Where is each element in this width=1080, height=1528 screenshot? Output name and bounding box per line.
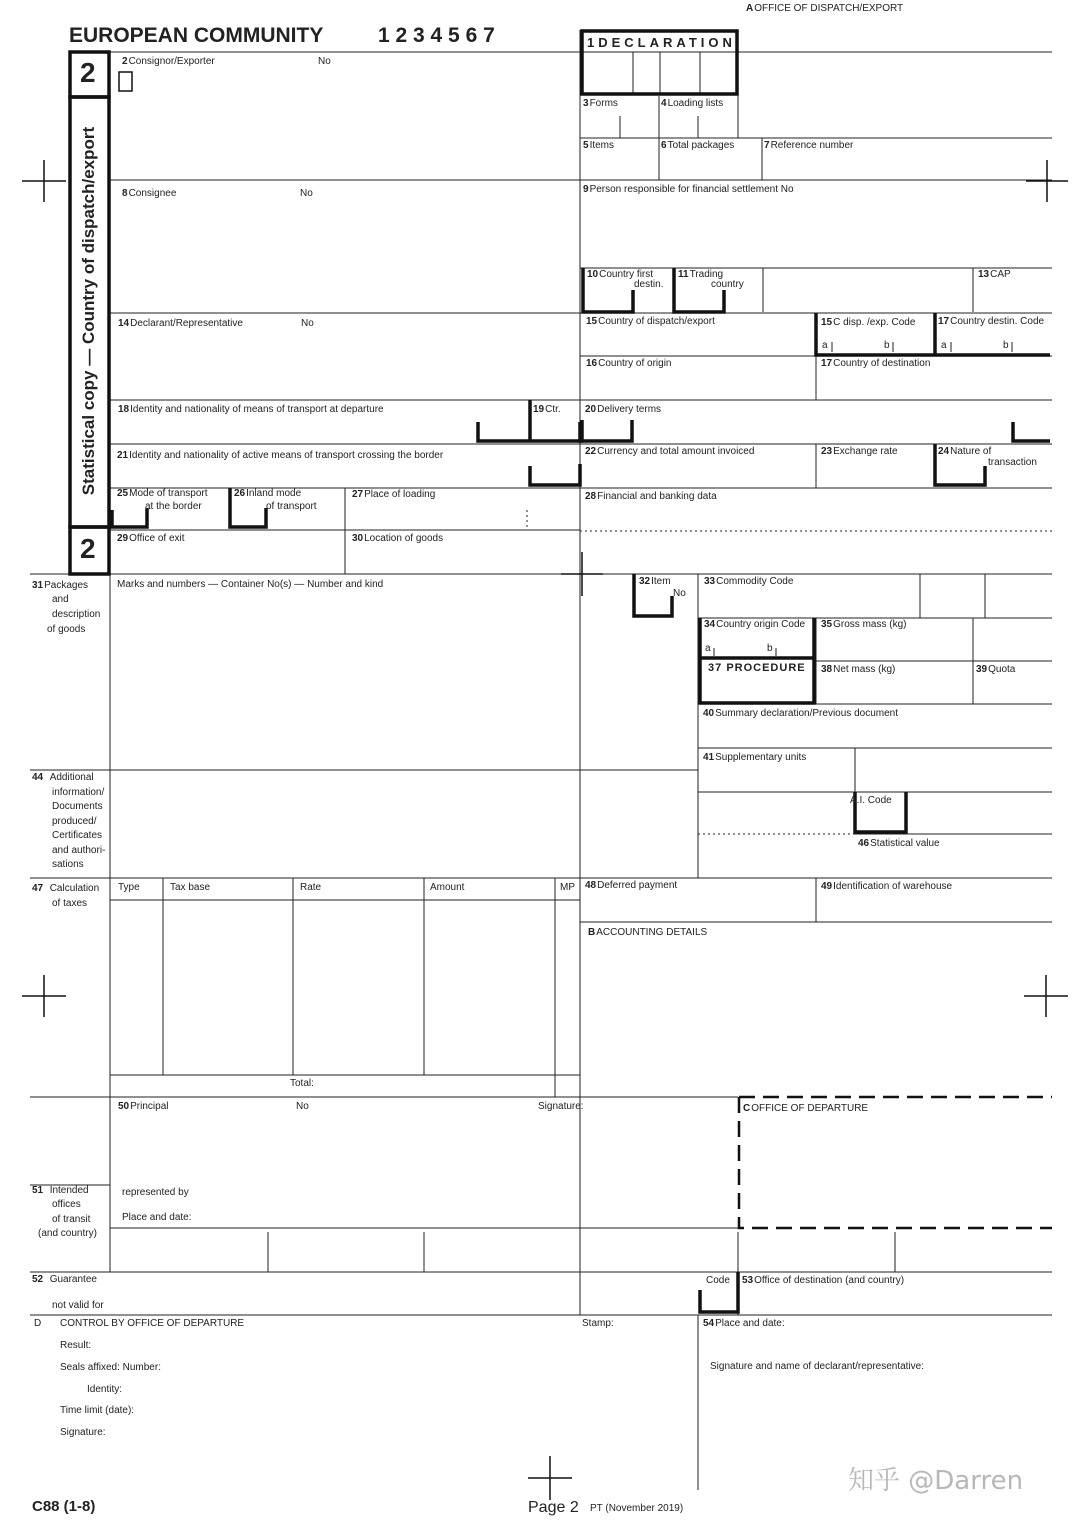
box-17-code-label: 17Country destin. Code	[938, 316, 1045, 327]
box-39-label: 39Quota	[976, 664, 1016, 675]
sub-a-34: a	[705, 643, 711, 654]
box-53-label: 53Office of destination (and country)	[742, 1275, 905, 1286]
copy-numbers: 1 2 3 4 5 6 7	[378, 24, 495, 47]
box-44-label: 44 Additional	[32, 772, 94, 783]
sub-a-17: a	[941, 340, 947, 351]
box-51-label-4: (and country)	[38, 1228, 97, 1239]
box-6-label: 6Total packages	[661, 140, 735, 151]
box-23-label: 23Exchange rate	[821, 446, 898, 457]
box-37-label: 37 PROCEDURE	[708, 662, 806, 674]
box-41-label: 41Supplementary units	[703, 752, 807, 763]
ai-code-label: A.I. Code	[850, 795, 892, 806]
box-50-signature: Signature:	[538, 1101, 584, 1112]
form-code: C88 (1-8)	[32, 1498, 96, 1515]
box-44-label-2: information/	[52, 787, 105, 798]
copy-number-bottom: 2	[80, 533, 96, 564]
box-15-code-label: 15C disp. /exp. Code	[821, 317, 916, 328]
box-4-label: 4Loading lists	[661, 98, 724, 109]
tax-col-mp: MP	[560, 882, 575, 893]
box-8-no: No	[300, 188, 313, 199]
box-14-label: 14Declarant/Representative	[118, 318, 243, 329]
box-26-label: 26Inland mode	[234, 488, 302, 499]
box-24-label: 24Nature of	[938, 446, 992, 457]
box-8-label: 8Consignee	[122, 188, 177, 199]
page-number: Page 2	[528, 1499, 579, 1516]
box-31-label: 31Packages	[32, 580, 89, 591]
box-44-label-3: Documents	[52, 801, 103, 812]
box-49-label: 49Identification of warehouse	[821, 881, 953, 892]
edition: PT (November 2019)	[590, 1503, 684, 1514]
box-31-label-2: and	[52, 594, 69, 605]
watermark: 知乎 @Darren	[848, 1466, 1024, 1496]
box-50-place: Place and date:	[122, 1212, 192, 1223]
control-identity: Identity:	[87, 1384, 123, 1395]
box-26-label-2: of transport	[266, 501, 317, 512]
box-40-label: 40Summary declaration/Previous document	[703, 708, 898, 719]
tax-col-base: Tax base	[170, 882, 211, 893]
box-44-label-7: sations	[52, 859, 84, 870]
sub-b-34: b	[767, 643, 773, 654]
copy-number-top: 2	[80, 57, 96, 88]
box-52-sub: not valid for	[52, 1300, 104, 1311]
box-2-label: 2Consignor/Exporter	[122, 56, 215, 67]
box-30-label: 30Location of goods	[352, 533, 444, 544]
box-38-label: 38Net mass (kg)	[821, 664, 896, 675]
sub-b-15: b	[884, 340, 890, 351]
box-C-label: COFFICE OF DEPARTURE	[743, 1103, 869, 1114]
box-47-label-2: of taxes	[52, 898, 88, 909]
box-31-label-3: description	[52, 609, 101, 620]
box-D-num: D	[34, 1318, 42, 1329]
box-32-label: 32Item	[639, 576, 671, 587]
box-29-label: 29Office of exit	[117, 533, 185, 544]
box-54-label: 54Place and date:	[703, 1318, 785, 1329]
box-28-label: 28Financial and banking data	[585, 491, 717, 502]
box-7-label: 7Reference number	[764, 140, 854, 151]
box-25-label-2: at the border	[145, 501, 202, 512]
box-D-label: CONTROL BY OFFICE OF DEPARTURE	[60, 1318, 245, 1329]
box-2-no: No	[318, 56, 331, 67]
tax-col-type: Type	[118, 882, 140, 893]
box-3-label: 3Forms	[583, 98, 618, 109]
form-title: EUROPEAN COMMUNITY	[69, 24, 324, 47]
box-10-label-2: destin.	[634, 279, 664, 290]
tax-col-rate: Rate	[300, 882, 322, 893]
control-signature: Signature:	[60, 1427, 106, 1438]
box-25-label: 25Mode of transport	[117, 488, 208, 499]
box-19-label: 19Ctr.	[533, 404, 561, 415]
box-50-no: No	[296, 1101, 309, 1112]
box-18-label: 18Identity and nationality of means of transport at departure	[118, 404, 384, 415]
box-31-marks: Marks and numbers — Container No(s) — Number and kind	[117, 579, 384, 590]
control-result: Result:	[60, 1340, 92, 1351]
declaration-label: 1DECLARATION	[587, 35, 736, 50]
box-10-label: 10Country first	[587, 269, 654, 280]
box-51-label-2: offices	[52, 1199, 81, 1210]
tax-total: Total:	[290, 1078, 314, 1089]
box-11-label: 11Trading	[678, 269, 724, 280]
box-11-label-2: country	[711, 279, 744, 290]
box-D-stamp: Stamp:	[582, 1318, 614, 1329]
box-44-label-4: produced/	[52, 816, 97, 827]
box-20-label: 20Delivery terms	[585, 404, 662, 415]
box-32-label-2: No	[673, 588, 686, 599]
box-B-label: BACCOUNTING DETAILS	[588, 927, 708, 938]
box-51-label: 51 Intended	[32, 1185, 89, 1196]
box-13-label: 13CAP	[978, 269, 1011, 280]
box-51-label-3: of transit	[52, 1214, 91, 1225]
box-15-label: 15Country of dispatch/export	[586, 316, 715, 327]
box-52-label: 52 Guarantee	[32, 1274, 97, 1285]
tax-col-amount: Amount	[430, 882, 465, 893]
sub-b-17: b	[1003, 340, 1009, 351]
box-44-label-5: Certificates	[52, 830, 103, 841]
box-48-label: 48Deferred payment	[585, 880, 678, 891]
box-31-label-4: of goods	[47, 624, 86, 635]
box-5-label: 5Items	[583, 140, 615, 151]
vertical-copy-title: Statistical copy — Country of dispatch/export	[79, 126, 98, 496]
box-16-label: 16Country of origin	[586, 358, 672, 369]
box-54-signature: Signature and name of declarant/representative:	[710, 1361, 925, 1372]
box-A-label: AOFFICE OF DISPATCH/EXPORT	[746, 3, 904, 14]
control-time-limit: Time limit (date):	[60, 1405, 135, 1416]
consignor-checkbox	[119, 72, 132, 91]
box-47-label: 47 Calculation	[32, 883, 100, 894]
box-50-label: 50Principal	[118, 1101, 169, 1112]
box-27-label: 27Place of loading	[352, 489, 436, 500]
box-35-label: 35Gross mass (kg)	[821, 619, 907, 630]
box-24-label-2: transaction	[988, 457, 1037, 468]
box-33-label: 33Commodity Code	[704, 576, 794, 587]
box-9-label: 9Person responsible for financial settlement No	[583, 184, 794, 195]
sub-a-15: a	[822, 340, 828, 351]
box-52-code: Code	[706, 1275, 730, 1286]
box-14-no: No	[301, 318, 314, 329]
box-46-label: 46Statistical value	[858, 838, 940, 849]
control-seals: Seals affixed: Number:	[60, 1362, 161, 1373]
box-22-label: 22Currency and total amount invoiced	[585, 446, 755, 457]
box-34-label: 34Country origin Code	[704, 619, 806, 630]
box-21-label: 21Identity and nationality of active means of transport crossing the border	[117, 450, 444, 461]
box-17-label: 17Country of destination	[821, 358, 931, 369]
box-44-label-6: and authori-	[52, 845, 106, 856]
box-50-represented: represented by	[122, 1187, 189, 1198]
